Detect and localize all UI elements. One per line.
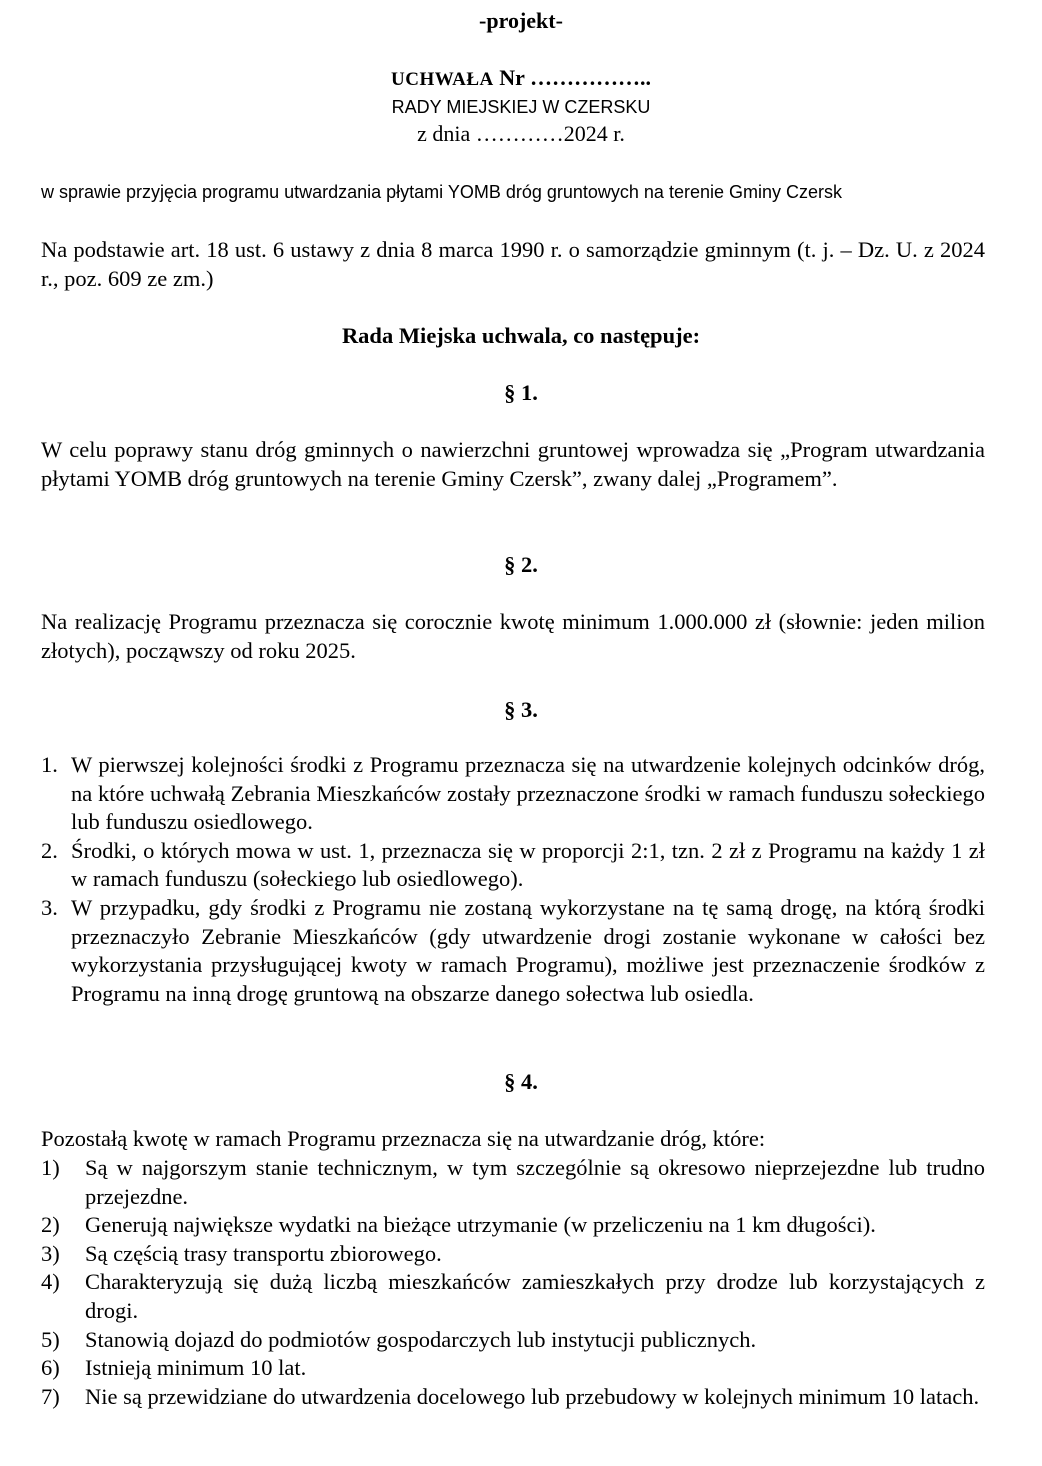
list-item xyxy=(41,1211,985,1240)
list-item-text: Są częścią trasy transportu zbiorowego. xyxy=(85,1240,442,1266)
resolution-intro: Rada Miejska uchwala, co następuje: xyxy=(341,323,701,348)
list-item-number: 1. xyxy=(41,752,58,777)
draft-label: -projekt- xyxy=(479,8,563,33)
list-item-number: 1) xyxy=(41,1155,60,1180)
list-item-number: 4) xyxy=(41,1269,60,1295)
list-item xyxy=(41,1326,985,1355)
resolution-number-line xyxy=(0,64,1042,94)
list-item-text: Stanowią dojazd do podmiotów gospodarczych lub instytucji publicznych. xyxy=(85,1326,757,1352)
number-label: Nr xyxy=(499,65,525,90)
list-item-number: 3) xyxy=(41,1240,60,1266)
list-item-text: Charakteryzują się dużą liczbą mieszkańców zamieszkałych przy drodze lub korzystających z drogi. xyxy=(85,1269,985,1323)
section-1-text: W celu poprawy stanu dróg gminnych o nawierzchni gruntowej wprowadza się „Program utwardzania płytami YOMB dróg gruntowych na terenie Gminy Czersk”, zwany dalej „Programem”. xyxy=(41,437,985,491)
list-item-text: Nie są przewidziane do utwardzenia docelowego lub przebudowy w kolejnych minimum 10 latach. xyxy=(85,1383,980,1409)
resolution-subject: w sprawie przyjęcia programu utwardzania płytami YOMB dróg gruntowych na terenie Gminy Czersk xyxy=(41,182,842,202)
list-item-number: 3. xyxy=(41,894,58,920)
section-1-heading: § 1. xyxy=(504,380,538,405)
section-2-heading: § 2. xyxy=(504,552,538,577)
legal-basis: Na podstawie art. 18 ust. 6 ustawy z dnia 8 marca 1990 r. o samorządzie gminnym (t. j. – Dz. U. z 2024 r., poz. 609 ze zm.) xyxy=(41,237,985,291)
list-item xyxy=(41,894,985,1008)
list-item xyxy=(41,1240,985,1269)
council-name: RADY MIEJSKIEJ W CZERSKU xyxy=(391,97,651,117)
list-item xyxy=(41,751,985,837)
section-4-intro: Pozostałą kwotę w ramach Programu przeznacza się na utwardzanie dróg, które: xyxy=(41,1126,766,1151)
list-item-number: 5) xyxy=(41,1326,60,1352)
resolution-date: z dnia …………2024 r. xyxy=(417,121,625,146)
section-3-list xyxy=(41,751,985,1008)
list-item-text: W przypadku, gdy środki z Programu nie zostaną wykorzystane na tę samą drogę, na którą środki przeznaczyło Zebranie Mieszkańców (gdy utwardzenie drogi zostanie wykonane w całości bez wykorzystania przysługującej kwoty w ramach Programu), możliwe jest przeznaczenie środków z Programu na inną drogę gruntową na obszarze danego sołectwa lub osiedla. xyxy=(71,894,985,1006)
section-4-list xyxy=(41,1154,985,1411)
section-4-heading: § 4. xyxy=(504,1069,538,1094)
section-2-text: Na realizację Programu przeznacza się corocznie kwotę minimum 1.000.000 zł (słownie: jeden milion złotych), począwszy od roku 2025. xyxy=(41,609,985,663)
list-item-text: Generują największe wydatki na bieżące utrzymanie (w przeliczeniu na 1 km długości). xyxy=(85,1212,876,1238)
list-item-text: Są w najgorszym stanie technicznym, w tym szczególnie są okresowo nieprzejezdne lub trudno przejezdne. xyxy=(85,1155,985,1209)
list-item xyxy=(41,1383,985,1412)
list-item xyxy=(41,1268,985,1325)
list-item-number: 6) xyxy=(41,1355,60,1381)
list-item-text: Środki, o których mowa w ust. 1, przeznacza się w proporcji 2:1, tzn. 2 zł z Programu na każdy 1 zł w ramach funduszu (sołeckiego lub osiedlowego). xyxy=(71,837,985,892)
list-item xyxy=(41,1354,985,1383)
list-item xyxy=(41,837,985,894)
resolution-label: UCHWAŁA xyxy=(391,69,494,90)
number-placeholder: …………….. xyxy=(530,65,651,90)
list-item-number: 2) xyxy=(41,1212,60,1238)
list-item-number: 7) xyxy=(41,1383,60,1409)
list-item-text: Istnieją minimum 10 lat. xyxy=(85,1355,307,1381)
list-item-text: W pierwszej kolejności środki z Programu przeznacza się na utwardzenie kolejnych odcinków dróg, na które uchwałą Zebrania Mieszkańców zostały przeznaczone środki w ramach funduszu sołeckiego lub funduszu osiedlowego. xyxy=(71,752,985,835)
list-item-number: 2. xyxy=(41,837,58,863)
section-3-heading: § 3. xyxy=(504,697,538,722)
list-item xyxy=(41,1154,985,1211)
